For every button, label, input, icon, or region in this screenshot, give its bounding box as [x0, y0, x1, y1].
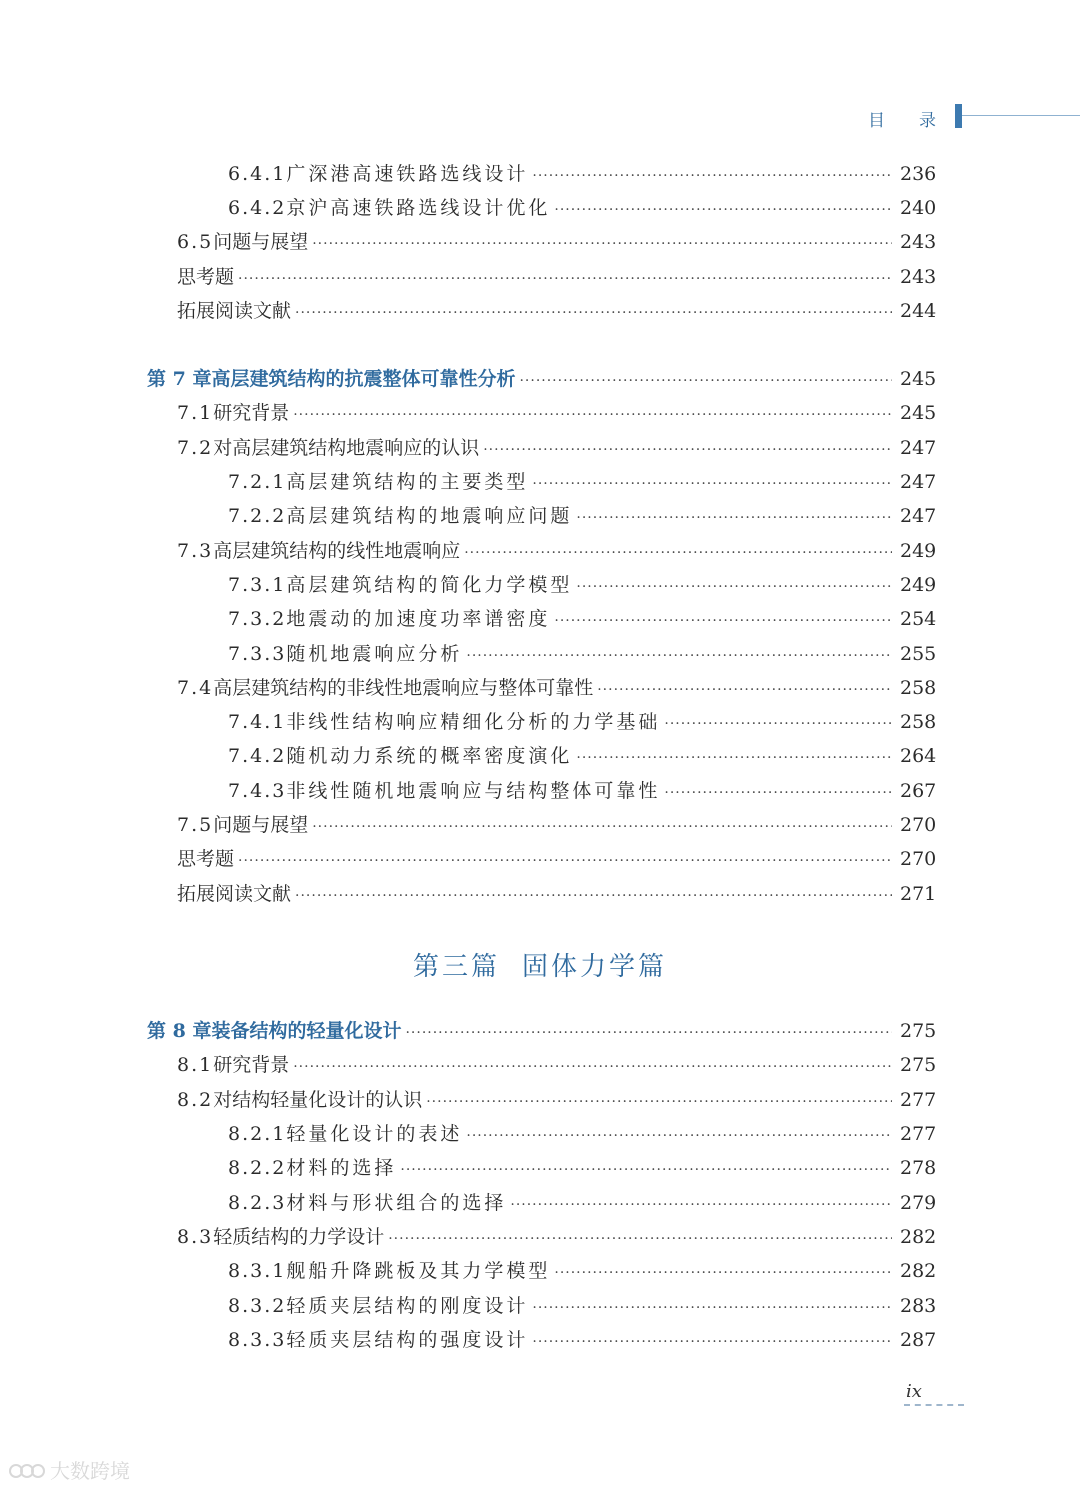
entry-number: 6.4.2 [228, 197, 287, 219]
entry-title: 轻质夹层结构的强度设计 [286, 1329, 529, 1351]
entry-title: 思考题 [177, 848, 235, 870]
entry-page-number: 277 [900, 1089, 937, 1111]
entry-title: 拓展阅读文献 [177, 300, 292, 322]
header-title-char-2: 录 [919, 111, 936, 131]
entry-number: 8.3.3 [228, 1329, 287, 1351]
entry-page-number: 275 [900, 1020, 937, 1042]
entry-number: 8.2 [177, 1089, 214, 1111]
entry-page-number: 270 [900, 848, 937, 870]
toc-subsection-entry [228, 194, 937, 222]
dot-leader [532, 470, 892, 498]
toc-subsection-entry [228, 1120, 937, 1148]
toc-subsection-entry [228, 742, 937, 770]
dot-leader [532, 1294, 892, 1322]
entry-number: 8.3.2 [228, 1295, 287, 1317]
entry-number: 7.4.2 [228, 745, 287, 767]
toc-section-entry [177, 263, 937, 291]
toc-section-entry [177, 845, 937, 873]
entry-title: 装备结构的轻量化设计 [211, 1020, 402, 1042]
entry-title: 高层建筑结构的线性地震响应 [213, 540, 461, 562]
entry-page-number: 247 [900, 505, 937, 527]
entry-page-number: 279 [900, 1192, 937, 1214]
entry-number: 7.2.2 [228, 505, 287, 527]
part-number: 第三篇 [412, 952, 500, 982]
dot-leader [293, 401, 892, 429]
entry-page-number: 245 [900, 402, 937, 424]
dot-leader [238, 265, 892, 293]
toc-section-entry [177, 537, 937, 565]
entry-page-number: 245 [900, 368, 937, 390]
toc-subsection-entry [228, 571, 937, 599]
toc-section-entry [177, 1086, 937, 1114]
page-number: ix [906, 1381, 922, 1402]
toc-subsection-entry [228, 468, 937, 496]
dot-leader [312, 230, 892, 258]
header-title-char-1: 目 [868, 111, 885, 131]
toc-section-entry [177, 399, 937, 427]
entry-number: 7.2 [177, 437, 214, 459]
dot-leader [532, 1328, 892, 1356]
entry-number: 7.1 [177, 402, 214, 424]
entry-page-number: 277 [900, 1123, 937, 1145]
entry-page-number: 270 [900, 814, 937, 836]
entry-number: 8.2.3 [228, 1192, 287, 1214]
entry-page-number: 249 [900, 540, 937, 562]
entry-page-number: 255 [900, 643, 937, 665]
entry-title: 轻量化设计的表述 [286, 1123, 463, 1145]
dot-leader [295, 299, 892, 327]
entry-number: 第 7 章 [147, 368, 212, 390]
entry-page-number: 247 [900, 471, 937, 493]
toc-subsection-entry [228, 160, 937, 188]
entry-page-number: 287 [900, 1329, 937, 1351]
dot-leader [464, 539, 892, 567]
entry-number: 7.3.3 [228, 643, 287, 665]
dot-leader [388, 1225, 892, 1253]
entry-title: 拓展阅读文献 [177, 883, 292, 905]
entry-page-number: 249 [900, 574, 937, 596]
dot-leader [312, 813, 892, 841]
running-header [0, 104, 1080, 134]
part-name: 固体力学篇 [522, 952, 668, 982]
dot-leader [405, 1019, 892, 1047]
entry-title: 问题与展望 [213, 231, 309, 253]
dot-leader [597, 676, 892, 704]
entry-title: 研究背景 [213, 402, 290, 424]
entry-number: 6.5 [177, 231, 214, 253]
entry-page-number: 267 [900, 780, 937, 802]
entry-number: 8.2.1 [228, 1123, 287, 1145]
entry-number: 7.3 [177, 540, 214, 562]
toc-section-entry [177, 1051, 937, 1079]
toc-subsection-entry [228, 1154, 937, 1182]
toc-subsection-entry [228, 1326, 937, 1354]
entry-title: 高层建筑结构的主要类型 [286, 471, 529, 493]
dot-leader [238, 847, 892, 875]
toc-section-entry [177, 880, 937, 908]
watermark-text: 大数跨境 [50, 1459, 130, 1483]
entry-number: 8.2.2 [228, 1157, 287, 1179]
dot-leader [519, 367, 892, 395]
toc-subsection-entry [228, 502, 937, 530]
entry-page-number: 282 [900, 1226, 937, 1248]
dot-leader [466, 642, 892, 670]
entry-number: 7.3.1 [228, 574, 287, 596]
entry-title: 随机地震响应分析 [286, 643, 463, 665]
dot-leader [510, 1191, 892, 1219]
dot-leader [664, 779, 892, 807]
dot-leader [554, 607, 892, 635]
toc-section-entry [177, 674, 937, 702]
toc-subsection-entry [228, 1257, 937, 1285]
entry-number: 7.5 [177, 814, 214, 836]
entry-page-number: 258 [900, 711, 937, 733]
toc-section-entry [177, 297, 937, 325]
entry-title: 轻质结构的力学设计 [213, 1226, 385, 1248]
toc-section-entry [177, 434, 937, 462]
entry-page-number: 236 [900, 163, 937, 185]
entry-page-number: 244 [900, 300, 937, 322]
entry-title: 材料与形状组合的选择 [286, 1192, 507, 1214]
entry-title: 舰船升降跳板及其力学模型 [286, 1260, 551, 1282]
toc-section-entry [177, 228, 937, 256]
entry-number: 7.4 [177, 677, 214, 699]
entry-number: 7.3.2 [228, 608, 287, 630]
entry-page-number: 240 [900, 197, 937, 219]
dot-leader [426, 1088, 892, 1116]
dot-leader [293, 1053, 892, 1081]
dot-leader [576, 744, 892, 772]
toc-subsection-entry [228, 777, 937, 805]
toc-section-entry [177, 811, 937, 839]
toc-subsection-entry [228, 640, 937, 668]
part-heading [0, 946, 1080, 983]
entry-title: 高层建筑结构的抗震整体可靠性分析 [211, 368, 516, 390]
entry-title: 广深港高速铁路选线设计 [286, 163, 529, 185]
entry-page-number: 282 [900, 1260, 937, 1282]
entry-number: 8.3.1 [228, 1260, 287, 1282]
toc-section-entry [177, 1223, 937, 1251]
entry-page-number: 271 [900, 883, 937, 905]
toc-subsection-entry [228, 1189, 937, 1217]
entry-title: 非线性随机地震响应与结构整体可靠性 [286, 780, 661, 802]
entry-number: 7.4.3 [228, 780, 287, 802]
dot-leader [466, 1122, 892, 1150]
entry-page-number: 278 [900, 1157, 937, 1179]
dot-leader [576, 573, 892, 601]
watermark [8, 1455, 130, 1484]
header-rule [962, 115, 1080, 116]
entry-number: 8.1 [177, 1054, 214, 1076]
entry-title: 思考题 [177, 266, 235, 288]
dot-leader [664, 710, 892, 738]
entry-page-number: 264 [900, 745, 937, 767]
entry-page-number: 243 [900, 231, 937, 253]
toc-subsection-entry [228, 605, 937, 633]
entry-title: 京沪高速铁路选线设计优化 [286, 197, 551, 219]
entry-title: 对高层建筑结构地震响应的认识 [213, 437, 480, 459]
header-title [868, 106, 936, 131]
entry-title: 地震动的加速度功率谱密度 [286, 608, 551, 630]
entry-title: 对结构轻量化设计的认识 [213, 1089, 423, 1111]
entry-title: 非线性结构响应精细化分析的力学基础 [286, 711, 661, 733]
entry-title: 研究背景 [213, 1054, 290, 1076]
entry-number: 7.4.1 [228, 711, 287, 733]
watermark-logo-icon [8, 1460, 46, 1480]
header-accent-bar [955, 104, 962, 128]
toc-subsection-entry [228, 1292, 937, 1320]
entry-title: 高层建筑结构的非线性地震响应与整体可靠性 [213, 677, 594, 699]
dot-leader [400, 1156, 892, 1184]
dot-leader [554, 1259, 892, 1287]
entry-number: 第 8 章 [147, 1020, 212, 1042]
toc-chapter-entry [147, 365, 937, 393]
entry-page-number: 283 [900, 1295, 937, 1317]
entry-page-number: 243 [900, 266, 937, 288]
entry-title: 高层建筑结构的地震响应问题 [286, 505, 573, 527]
entry-number: 8.3 [177, 1226, 214, 1248]
entry-page-number: 275 [900, 1054, 937, 1076]
dot-leader [295, 882, 892, 910]
toc-subsection-entry [228, 708, 937, 736]
entry-title: 随机动力系统的概率密度演化 [286, 745, 573, 767]
entry-title: 轻质夹层结构的刚度设计 [286, 1295, 529, 1317]
entry-page-number: 254 [900, 608, 937, 630]
dot-leader [554, 196, 892, 224]
dot-leader [532, 162, 892, 190]
entry-page-number: 247 [900, 437, 937, 459]
entry-title: 高层建筑结构的简化力学模型 [286, 574, 573, 596]
dot-leader [576, 504, 892, 532]
entry-number: 6.4.1 [228, 163, 287, 185]
entry-title: 问题与展望 [213, 814, 309, 836]
entry-number: 7.2.1 [228, 471, 287, 493]
entry-title: 材料的选择 [286, 1157, 397, 1179]
entry-page-number: 258 [900, 677, 937, 699]
dot-leader [483, 436, 892, 464]
footer-dash-rule [904, 1404, 964, 1406]
toc-chapter-entry [147, 1017, 937, 1045]
